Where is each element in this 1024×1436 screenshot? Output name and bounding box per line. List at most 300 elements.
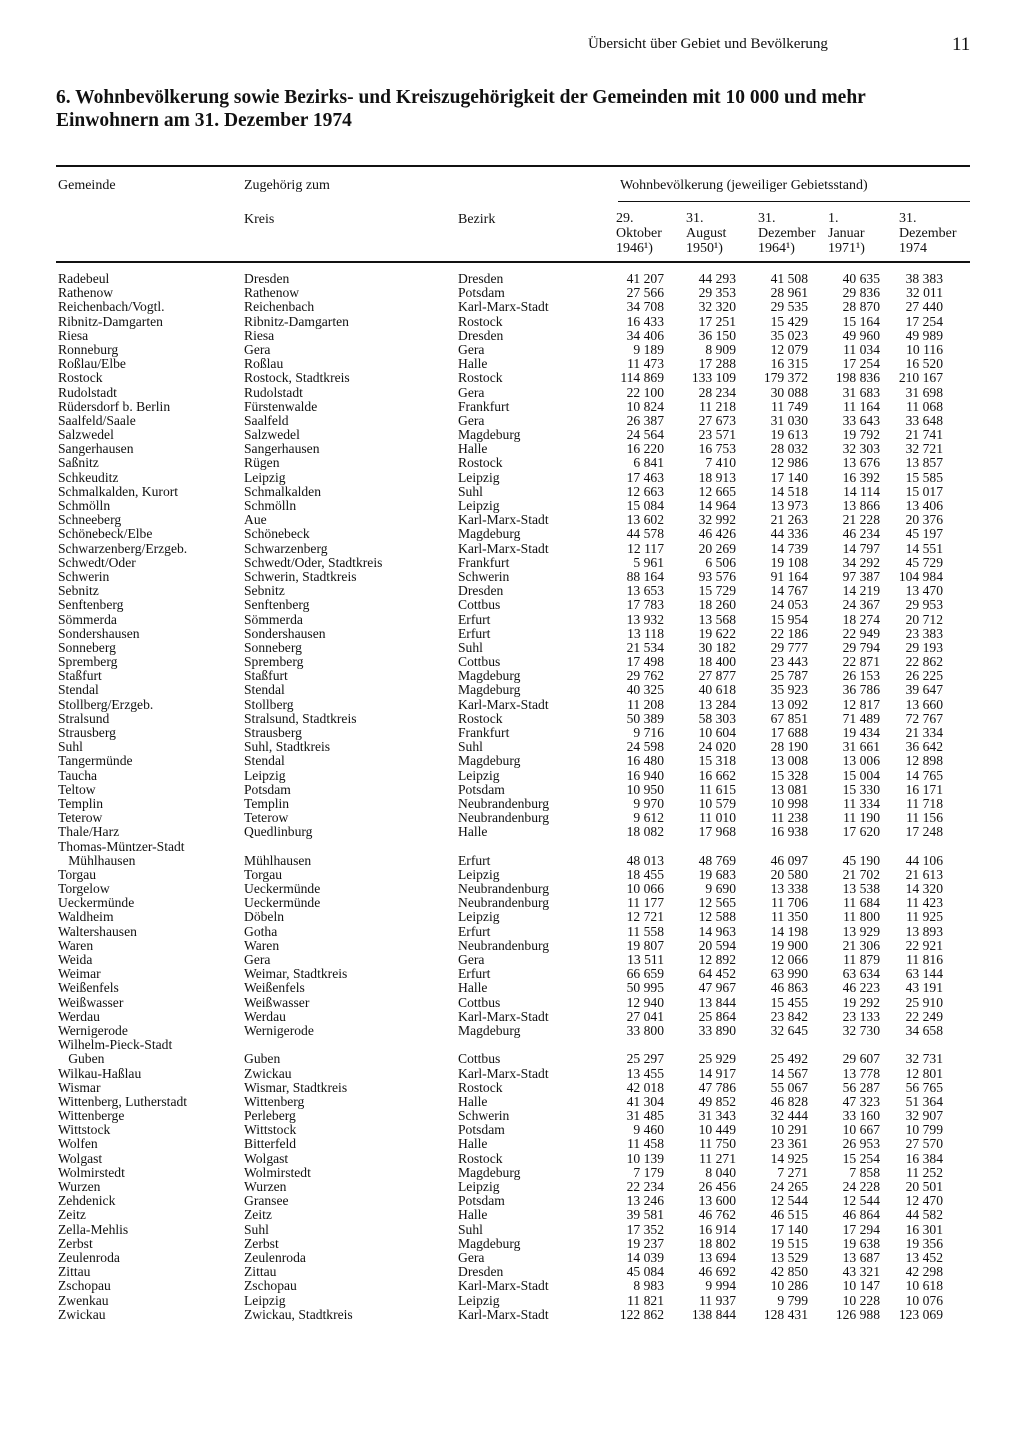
cell-pop-1971: 12 817	[842, 696, 880, 712]
cell-pop-1964: 24 265	[770, 1179, 808, 1194]
table-row	[0, 1208, 1024, 1222]
cell-gemeinde: Wernigerode	[58, 1022, 128, 1038]
cell-bezirk: Rostock	[458, 455, 503, 471]
cell-kreis: Wolmirstedt	[244, 1164, 311, 1180]
column-header-date	[686, 211, 726, 256]
cell-pop-1946: 122 862	[619, 1306, 664, 1322]
cell-bezirk: Rostock	[458, 370, 503, 386]
cell-pop-1964: 12 066	[770, 952, 808, 967]
table-row	[0, 1109, 1024, 1123]
cell-gemeinde: Ribnitz-Damgarten	[58, 313, 163, 329]
cell-pop-1971: 10 228	[842, 1292, 880, 1308]
cell-pop-1974: 11 423	[906, 895, 943, 911]
cell-pop-1971: 19 792	[842, 427, 880, 443]
cell-pop-1950: 31 343	[698, 1108, 736, 1124]
cell-kreis: Teterow	[244, 810, 289, 826]
cell-pop-1946: 45 084	[626, 1264, 664, 1280]
cell-pop-1974: 21 334	[905, 725, 943, 740]
cell-pop-1946: 11 458	[627, 1136, 664, 1152]
cell-gemeinde: Wittenberge	[58, 1108, 125, 1124]
cell-kreis: Zwickau, Stadtkreis	[244, 1306, 353, 1322]
cell-kreis: Bitterfeld	[244, 1136, 297, 1152]
cell-kreis: Leipzig	[244, 1292, 286, 1308]
cell-pop-1964: 41 508	[770, 271, 808, 286]
cell-pop-1946: 22 234	[626, 1179, 664, 1194]
cell-pop-1971: 14 219	[842, 583, 880, 599]
cell-bezirk: Cottbus	[458, 1051, 501, 1067]
date-year: 1946¹)	[616, 241, 653, 256]
cell-pop-1964: 14 518	[770, 483, 808, 499]
cell-pop-1950: 49 852	[698, 1093, 736, 1109]
date-month: Dezember	[899, 226, 957, 241]
cell-pop-1946: 13 511	[627, 952, 664, 967]
cell-kreis: Ueckermünde	[244, 881, 321, 897]
cell-gemeinde: Stollberg/Erzgeb.	[58, 696, 154, 712]
table-row	[0, 584, 1024, 598]
cell-gemeinde: Rudolstadt	[58, 384, 117, 400]
cell-kreis: Wurzen	[244, 1179, 287, 1194]
table-row	[0, 527, 1024, 541]
cell-pop-1950: 64 452	[698, 966, 736, 982]
cell-pop-1971: 29 794	[842, 639, 880, 655]
cell-pop-1971: 13 538	[842, 881, 880, 897]
cell-pop-1946: 17 463	[626, 469, 664, 485]
cell-pop-1964: 19 613	[770, 427, 808, 443]
cell-pop-1964: 15 328	[770, 767, 808, 783]
cell-pop-1974: 56 765	[905, 1079, 943, 1095]
cell-pop-1974: 29 193	[905, 639, 943, 655]
cell-kreis: Schwarzenberg	[244, 540, 328, 556]
cell-pop-1950: 12 565	[698, 895, 736, 911]
cell-gemeinde: Sangerhausen	[58, 441, 134, 457]
cell-pop-1974: 33 648	[905, 412, 943, 428]
cell-pop-1946: 13 932	[626, 611, 664, 627]
cell-pop-1950: 9 690	[705, 881, 736, 897]
cell-pop-1946: 18 455	[626, 866, 664, 882]
cell-pop-1950: 36 150	[698, 327, 736, 343]
table-row	[0, 797, 1024, 811]
cell-pop-1974: 44 582	[905, 1207, 943, 1223]
cell-pop-1964: 35 923	[770, 682, 808, 698]
cell-pop-1974: 12 470	[905, 1193, 943, 1209]
cell-pop-1964: 10 998	[770, 795, 808, 811]
table-row	[0, 343, 1024, 357]
cell-bezirk: Karl-Marx-Stadt	[458, 512, 549, 528]
table-row	[0, 996, 1024, 1010]
cell-pop-1964: 67 851	[770, 710, 808, 726]
cell-kreis: Riesa	[244, 327, 275, 343]
table-row	[0, 1237, 1024, 1251]
cell-pop-1946: 44 578	[626, 526, 664, 542]
cell-kreis: Schwerin, Stadtkreis	[244, 568, 357, 584]
cell-bezirk: Halle	[458, 356, 488, 372]
cell-pop-1950: 17 968	[698, 824, 736, 840]
cell-pop-1946: 41 207	[626, 271, 664, 286]
cell-pop-1971: 15 254	[842, 1150, 880, 1166]
cell-pop-1974: 13 470	[905, 583, 943, 599]
cell-gemeinde: Weißenfels	[58, 980, 119, 996]
cell-pop-1946: 66 659	[626, 966, 664, 982]
cell-bezirk: Neubrandenburg	[458, 810, 550, 826]
cell-pop-1946: 17 352	[626, 1221, 664, 1237]
table-row	[0, 1081, 1024, 1095]
table-row	[0, 1038, 1024, 1052]
cell-pop-1971: 19 434	[842, 725, 880, 740]
cell-pop-1964: 23 443	[770, 654, 808, 670]
cell-pop-1971: 10 147	[842, 1278, 880, 1294]
cell-bezirk: Karl-Marx-Stadt	[458, 1008, 549, 1024]
cell-gemeinde: Suhl	[58, 739, 83, 755]
table-row	[0, 315, 1024, 329]
cell-pop-1946: 50 995	[626, 980, 664, 996]
table-row	[0, 1010, 1024, 1024]
cell-pop-1946: 39 581	[626, 1207, 664, 1223]
cell-pop-1974: 104 984	[898, 568, 943, 584]
cell-bezirk: Rostock	[458, 1079, 503, 1095]
cell-pop-1974: 27 440	[905, 299, 943, 315]
cell-pop-1950: 23 571	[698, 427, 736, 443]
table-row	[0, 1194, 1024, 1208]
cell-bezirk: Magdeburg	[458, 526, 521, 542]
cell-pop-1964: 20 580	[770, 866, 808, 882]
cell-pop-1946: 14 039	[626, 1249, 664, 1265]
cell-bezirk: Erfurt	[458, 923, 491, 939]
cell-pop-1974: 49 989	[905, 327, 943, 343]
cell-kreis: Rostock, Stadtkreis	[244, 370, 350, 386]
cell-bezirk: Halle	[458, 441, 488, 457]
cell-kreis: Aue	[244, 512, 267, 528]
table-row	[0, 442, 1024, 456]
cell-bezirk: Magdeburg	[458, 1164, 521, 1180]
cell-gemeinde: Weida	[58, 952, 93, 967]
cell-gemeinde: Zwickau	[58, 1306, 106, 1322]
cell-kreis: Werdau	[244, 1008, 286, 1024]
cell-pop-1950: 10 604	[698, 725, 736, 740]
cell-pop-1974: 13 406	[905, 498, 943, 513]
cell-kreis: Stollberg	[244, 696, 294, 712]
cell-pop-1974: 22 921	[905, 937, 943, 953]
cell-bezirk: Suhl	[458, 739, 483, 755]
cell-pop-1964: 46 097	[770, 852, 808, 868]
table-row	[0, 414, 1024, 428]
cell-kreis: Suhl, Stadtkreis	[244, 739, 331, 755]
cell-pop-1974: 10 799	[905, 1122, 943, 1138]
cell-pop-1964: 19 900	[770, 937, 808, 953]
cell-pop-1974: 20 712	[905, 611, 943, 627]
cell-pop-1974: 45 197	[905, 526, 943, 542]
cell-bezirk: Erfurt	[458, 611, 491, 627]
cell-pop-1946: 19 237	[626, 1235, 664, 1251]
cell-pop-1964: 28 032	[770, 441, 808, 457]
cell-pop-1974: 123 069	[898, 1306, 943, 1322]
cell-pop-1964: 46 863	[770, 980, 808, 996]
cell-pop-1971: 46 864	[842, 1207, 880, 1223]
cell-pop-1974: 13 452	[905, 1249, 943, 1265]
cell-pop-1974: 38 383	[905, 271, 943, 286]
cell-kreis: Gera	[244, 341, 271, 357]
cell-pop-1946: 27 566	[626, 285, 664, 301]
cell-kreis: Zeulenroda	[244, 1249, 306, 1265]
cell-pop-1946: 12 721	[626, 909, 664, 925]
cell-pop-1974: 19 356	[905, 1235, 943, 1251]
cell-kreis: Rügen	[244, 455, 280, 471]
table-row	[0, 556, 1024, 570]
cell-bezirk: Karl-Marx-Stadt	[458, 540, 549, 556]
cell-kreis: Spremberg	[244, 654, 304, 670]
cell-pop-1946: 7 179	[633, 1164, 664, 1180]
cell-bezirk: Neubrandenburg	[458, 895, 550, 911]
cell-gemeinde: Wurzen	[58, 1179, 101, 1194]
cell-kreis: Sonneberg	[244, 639, 302, 655]
cell-pop-1971: 31 661	[842, 739, 880, 755]
cell-pop-1971: 15 330	[842, 781, 880, 797]
cell-pop-1950: 15 318	[698, 753, 736, 769]
cell-pop-1946: 88 164	[626, 568, 664, 584]
cell-gemeinde: Wilhelm-Pieck-Stadt	[58, 1037, 173, 1053]
cell-kreis: Stendal	[244, 753, 285, 769]
cell-pop-1946: 15 084	[626, 498, 664, 513]
header-bottom-rule	[56, 261, 970, 263]
cell-pop-1971: 33 643	[842, 412, 880, 428]
cell-bezirk: Karl-Marx-Stadt	[458, 299, 549, 315]
cell-pop-1971: 15 164	[842, 313, 880, 329]
cell-pop-1950: 32 992	[698, 512, 736, 528]
cell-pop-1946: 12 117	[627, 540, 664, 556]
cell-pop-1974: 22 862	[905, 654, 943, 670]
cell-pop-1974: 13 857	[905, 455, 943, 471]
cell-pop-1964: 15 954	[770, 611, 808, 627]
cell-pop-1946: 50 389	[626, 710, 664, 726]
cell-pop-1946: 24 564	[626, 427, 664, 443]
cell-pop-1974: 42 298	[905, 1264, 943, 1280]
cell-bezirk: Halle	[458, 1136, 488, 1152]
cell-pop-1964: 9 799	[777, 1292, 808, 1308]
table-row	[0, 1294, 1024, 1308]
cell-pop-1971: 24 367	[842, 597, 880, 613]
cell-pop-1974: 34 658	[905, 1022, 943, 1038]
cell-pop-1971: 11 879	[843, 952, 880, 967]
cell-pop-1946: 26 387	[626, 412, 664, 428]
cell-pop-1974: 10 076	[905, 1292, 943, 1308]
cell-kreis: Döbeln	[244, 909, 285, 925]
cell-bezirk: Rostock	[458, 710, 503, 726]
cell-pop-1946: 21 534	[626, 639, 664, 655]
cell-gemeinde: Torgelow	[58, 881, 110, 897]
table-row	[0, 1166, 1024, 1180]
cell-pop-1946: 9 460	[633, 1122, 664, 1138]
cell-pop-1950: 16 914	[698, 1221, 736, 1237]
cell-pop-1964: 19 515	[770, 1235, 808, 1251]
cell-pop-1971: 13 676	[842, 455, 880, 471]
table-row	[0, 300, 1024, 314]
cell-gemeinde: Waltershausen	[58, 923, 137, 939]
column-header-kreis: Kreis	[244, 212, 275, 227]
cell-pop-1946: 17 783	[626, 597, 664, 613]
table-row	[0, 740, 1024, 754]
cell-kreis: Wittenberg	[244, 1093, 305, 1109]
table-row	[0, 910, 1024, 924]
cell-pop-1971: 17 620	[842, 824, 880, 840]
cell-kreis: Gotha	[244, 923, 278, 939]
cell-pop-1946: 34 708	[626, 299, 664, 315]
table-row	[0, 1152, 1024, 1166]
cell-bezirk: Dresden	[458, 1264, 504, 1280]
cell-pop-1950: 24 020	[698, 739, 736, 755]
table-row	[0, 570, 1024, 584]
cell-pop-1946: 13 455	[626, 1065, 664, 1081]
cell-pop-1964: 30 088	[770, 384, 808, 400]
cell-pop-1974: 17 254	[905, 313, 943, 329]
cell-pop-1950: 47 967	[698, 980, 736, 996]
cell-pop-1950: 17 288	[698, 356, 736, 372]
table-row	[0, 967, 1024, 981]
cell-kreis: Stendal	[244, 682, 285, 698]
cell-gemeinde: Thomas-Müntzer-Stadt	[58, 838, 185, 854]
cell-kreis: Suhl	[244, 1221, 269, 1237]
cell-pop-1964: 11 350	[771, 909, 808, 925]
cell-pop-1974: 26 225	[905, 668, 943, 684]
table-row	[0, 655, 1024, 669]
cell-gemeinde: Spremberg	[58, 654, 118, 670]
cell-pop-1964: 14 198	[770, 923, 808, 939]
cell-pop-1971: 43 321	[842, 1264, 880, 1280]
cell-pop-1971: 11 034	[843, 341, 880, 357]
cell-bezirk: Frankfurt	[458, 554, 510, 570]
cell-pop-1964: 128 431	[763, 1306, 808, 1322]
cell-pop-1964: 25 492	[770, 1051, 808, 1067]
table-row	[0, 712, 1024, 726]
cell-gemeinde: Schkeuditz	[58, 469, 119, 485]
cell-pop-1964: 16 315	[770, 356, 808, 372]
cell-pop-1946: 11 558	[627, 923, 664, 939]
cell-bezirk: Gera	[458, 952, 485, 967]
cell-pop-1950: 11 010	[699, 810, 736, 826]
cell-pop-1971: 36 786	[842, 682, 880, 698]
cell-pop-1964: 63 990	[770, 966, 808, 982]
cell-pop-1946: 25 297	[626, 1051, 664, 1067]
cell-pop-1974: 12 898	[905, 753, 943, 769]
table-row	[0, 272, 1024, 286]
cell-pop-1964: 179 372	[763, 370, 808, 386]
cell-bezirk: Halle	[458, 824, 488, 840]
cell-pop-1971: 11 190	[843, 810, 880, 826]
cell-pop-1971: 17 294	[842, 1221, 880, 1237]
cell-kreis: Sondershausen	[244, 625, 326, 641]
cell-pop-1971: 46 223	[842, 980, 880, 996]
cell-gemeinde: Staßfurt	[58, 668, 102, 684]
cell-bezirk: Leipzig	[458, 767, 500, 783]
cell-gemeinde: Ueckermünde	[58, 895, 135, 911]
cell-pop-1971: 56 287	[842, 1079, 880, 1095]
cell-pop-1971: 21 306	[842, 937, 880, 953]
cell-gemeinde: Tangermünde	[58, 753, 133, 769]
cell-pop-1964: 31 030	[770, 412, 808, 428]
cell-pop-1964: 10 291	[770, 1122, 808, 1138]
column-header-date	[828, 211, 865, 256]
cell-pop-1946: 9 612	[633, 810, 664, 826]
cell-pop-1946: 34 406	[626, 327, 664, 343]
table-row	[0, 769, 1024, 783]
cell-pop-1946: 5 961	[633, 554, 664, 570]
table-row	[0, 896, 1024, 910]
table-row	[0, 613, 1024, 627]
cell-pop-1950: 10 579	[698, 795, 736, 811]
cell-pop-1971: 46 234	[842, 526, 880, 542]
cell-bezirk: Erfurt	[458, 625, 491, 641]
cell-pop-1950: 8 040	[705, 1164, 736, 1180]
table-row	[0, 286, 1024, 300]
cell-kreis: Weimar, Stadtkreis	[244, 966, 348, 982]
cell-pop-1946: 9 970	[633, 795, 664, 811]
table-row	[0, 683, 1024, 697]
cell-pop-1974: 21 741	[905, 427, 943, 443]
cell-pop-1950: 18 260	[698, 597, 736, 613]
cell-kreis: Senftenberg	[244, 597, 310, 613]
cell-gemeinde: Riesa	[58, 327, 89, 343]
date-month: Januar	[828, 226, 865, 241]
cell-bezirk: Dresden	[458, 583, 504, 599]
cell-bezirk: Magdeburg	[458, 668, 521, 684]
cell-gemeinde: Ronneburg	[58, 341, 119, 357]
cell-bezirk: Halle	[458, 1207, 488, 1223]
table-row	[0, 542, 1024, 556]
cell-kreis: Waren	[244, 937, 280, 953]
cell-pop-1974: 10 116	[906, 341, 943, 357]
cell-pop-1950: 12 588	[698, 909, 736, 925]
cell-gemeinde: Zittau	[58, 1264, 91, 1280]
cell-pop-1964: 13 092	[770, 696, 808, 712]
table-row	[0, 1137, 1024, 1151]
date-year: 1950¹)	[686, 241, 723, 256]
cell-pop-1950: 47 786	[698, 1079, 736, 1095]
cell-bezirk: Leipzig	[458, 866, 500, 882]
table-row	[0, 357, 1024, 371]
cell-pop-1950: 16 753	[698, 441, 736, 457]
cell-pop-1964: 10 286	[770, 1278, 808, 1294]
table-row	[0, 882, 1024, 896]
cell-pop-1974: 11 925	[906, 909, 943, 925]
cell-bezirk: Leipzig	[458, 909, 500, 925]
cell-pop-1971: 18 274	[842, 611, 880, 627]
cell-pop-1950: 29 353	[698, 285, 736, 301]
cell-pop-1946: 16 940	[626, 767, 664, 783]
cell-pop-1971: 19 638	[842, 1235, 880, 1251]
cell-pop-1974: 13 893	[905, 923, 943, 939]
cell-gemeinde: Sonneberg	[58, 639, 116, 655]
cell-pop-1946: 12 940	[626, 994, 664, 1010]
cell-kreis: Strausberg	[244, 725, 302, 740]
date-day: 31.	[686, 211, 704, 226]
table-row	[0, 627, 1024, 641]
table-row	[0, 981, 1024, 995]
cell-pop-1946: 11 473	[627, 356, 664, 372]
cell-gemeinde: Zeulenroda	[58, 1249, 120, 1265]
cell-pop-1971: 16 392	[842, 469, 880, 485]
cell-pop-1971: 11 684	[843, 895, 880, 911]
table-title: 6. Wohnbevölkerung sowie Bezirks- und Kreiszugehörigkeit der Gemeinden mit 10 000 und mehr Einwohnern am 31. Dezember 1974	[56, 87, 866, 131]
table-row	[0, 1024, 1024, 1038]
cell-gemeinde: Wilkau-Haßlau	[58, 1065, 142, 1081]
cell-pop-1946: 10 066	[626, 881, 664, 897]
cell-pop-1971: 24 228	[842, 1179, 880, 1194]
cell-pop-1971: 126 988	[835, 1306, 880, 1322]
cell-kreis: Wolgast	[244, 1150, 289, 1166]
cell-gemeinde: Wismar	[58, 1079, 101, 1095]
cell-bezirk: Leipzig	[458, 498, 500, 513]
cell-pop-1971: 26 153	[842, 668, 880, 684]
cell-pop-1950: 11 937	[699, 1292, 736, 1308]
table-row	[0, 1067, 1024, 1081]
